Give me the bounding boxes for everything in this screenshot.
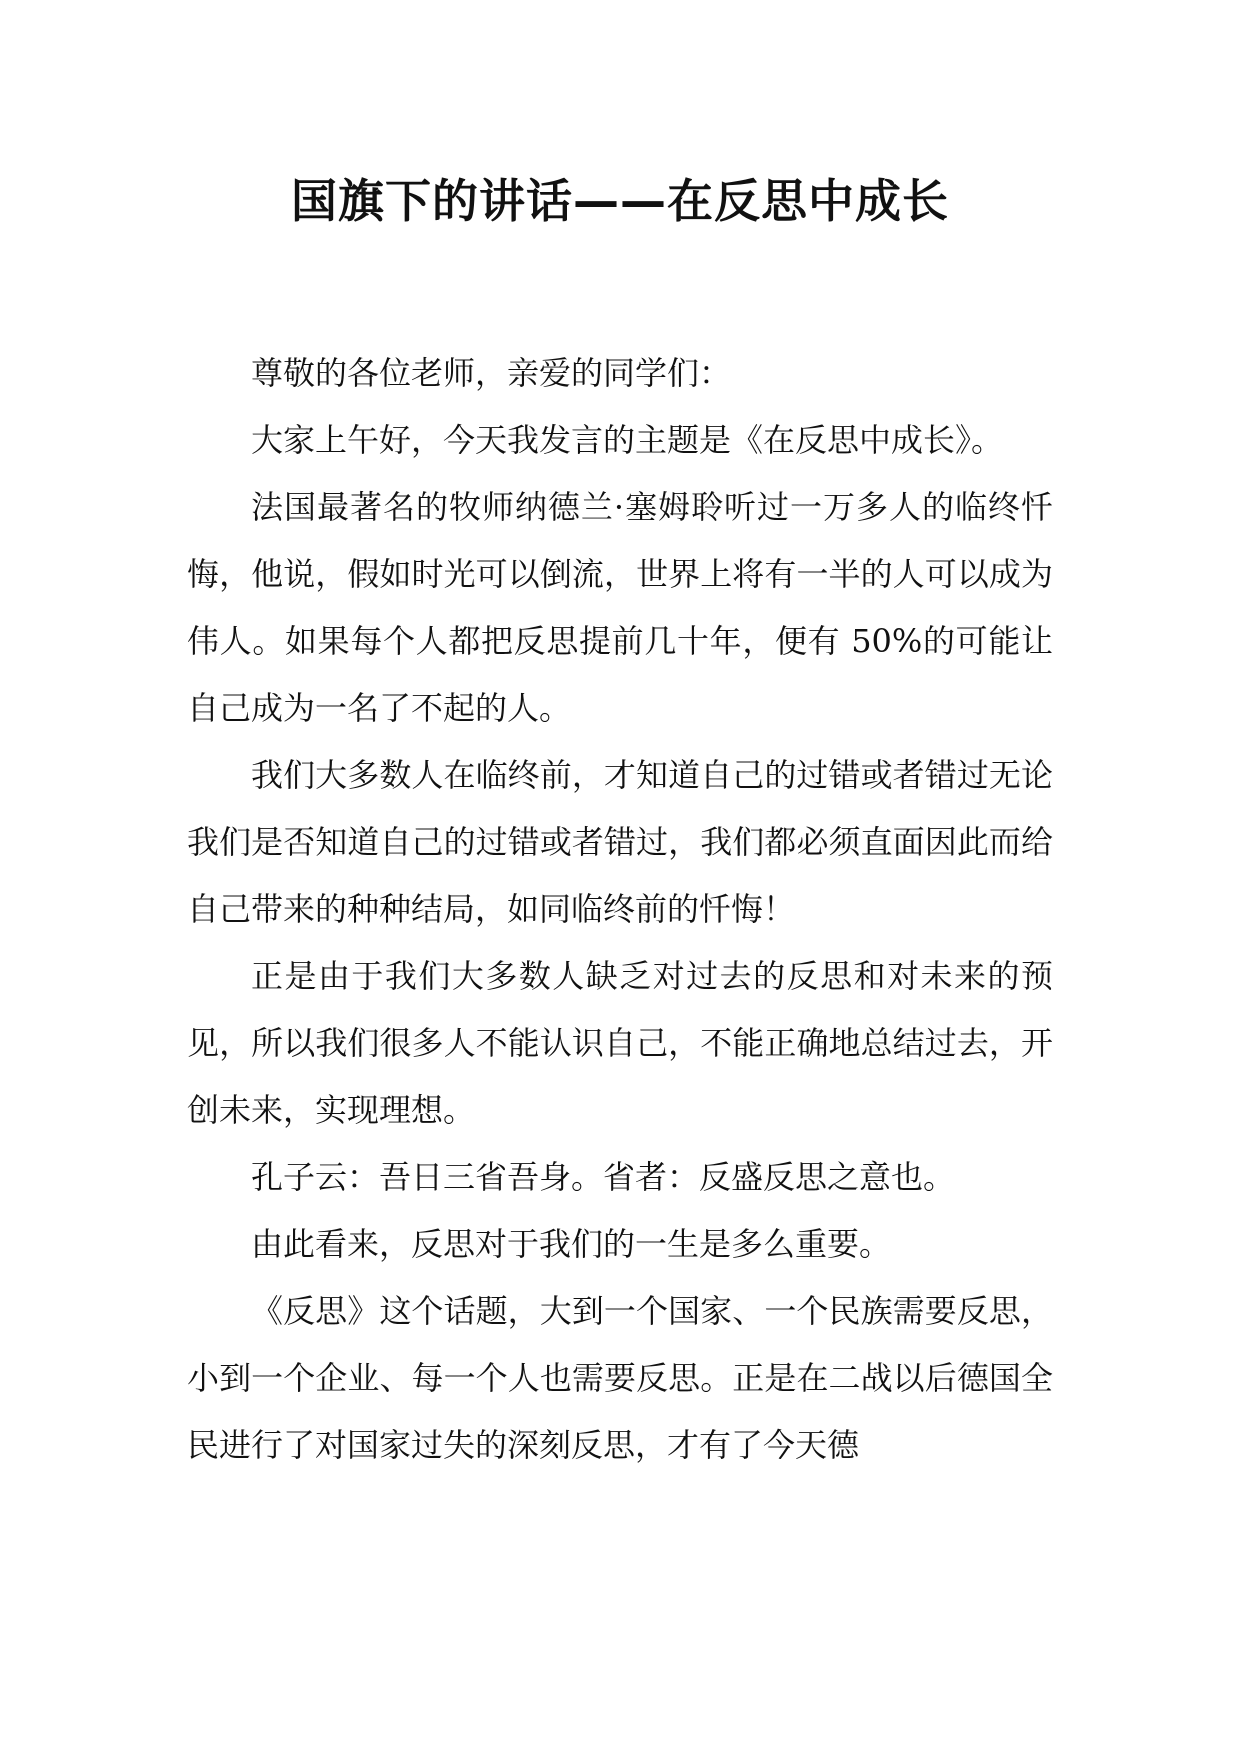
paragraph-greeting: 尊敬的各位老师，亲爱的同学们： — [251, 354, 732, 392]
paragraph-germany: 《反思》这个话题，大到一个国家、一个民族需要反思，小到一个企业、每一个人也需要反思。正是在二战以后德国全民进行了对国家过失的深刻反思，才有了今天德 — [187, 1292, 1053, 1464]
paragraph-topic: 大家上午好，今天我发言的主题是《在反思中成长》。 — [251, 421, 1004, 459]
paragraph-priest: 法国最著名的牧师纳德兰·塞姆聆听过一万多人的临终忏悔，他说，假如时光可以倒流，世界上将有一半的人可以成为伟人。如果每个人都把反思提前几十年，便有 50%的可能让自己成为一名了不起的人。 — [187, 488, 1053, 727]
document-body — [187, 340, 1053, 1479]
paragraph-confucius: 孔子云：吾日三省吾身。省者：反盛反思之意也。 — [251, 1158, 956, 1196]
paragraph-foresight: 正是由于我们大多数人缺乏对过去的反思和对未来的预见，所以我们很多人不能认识自己，不能正确地总结过去，开创未来，实现理想。 — [187, 957, 1053, 1129]
page-title: 国旗下的讲话——在反思中成长 — [291, 174, 949, 228]
paragraph-deathbed: 我们大多数人在临终前，才知道自己的过错或者错过无论我们是否知道自己的过错或者错过，我们都必须直面因此而给自己带来的种种结局，如同临终前的忏悔！ — [187, 756, 1053, 928]
paragraph-importance: 由此看来，反思对于我们的一生是多么重要。 — [251, 1225, 892, 1263]
